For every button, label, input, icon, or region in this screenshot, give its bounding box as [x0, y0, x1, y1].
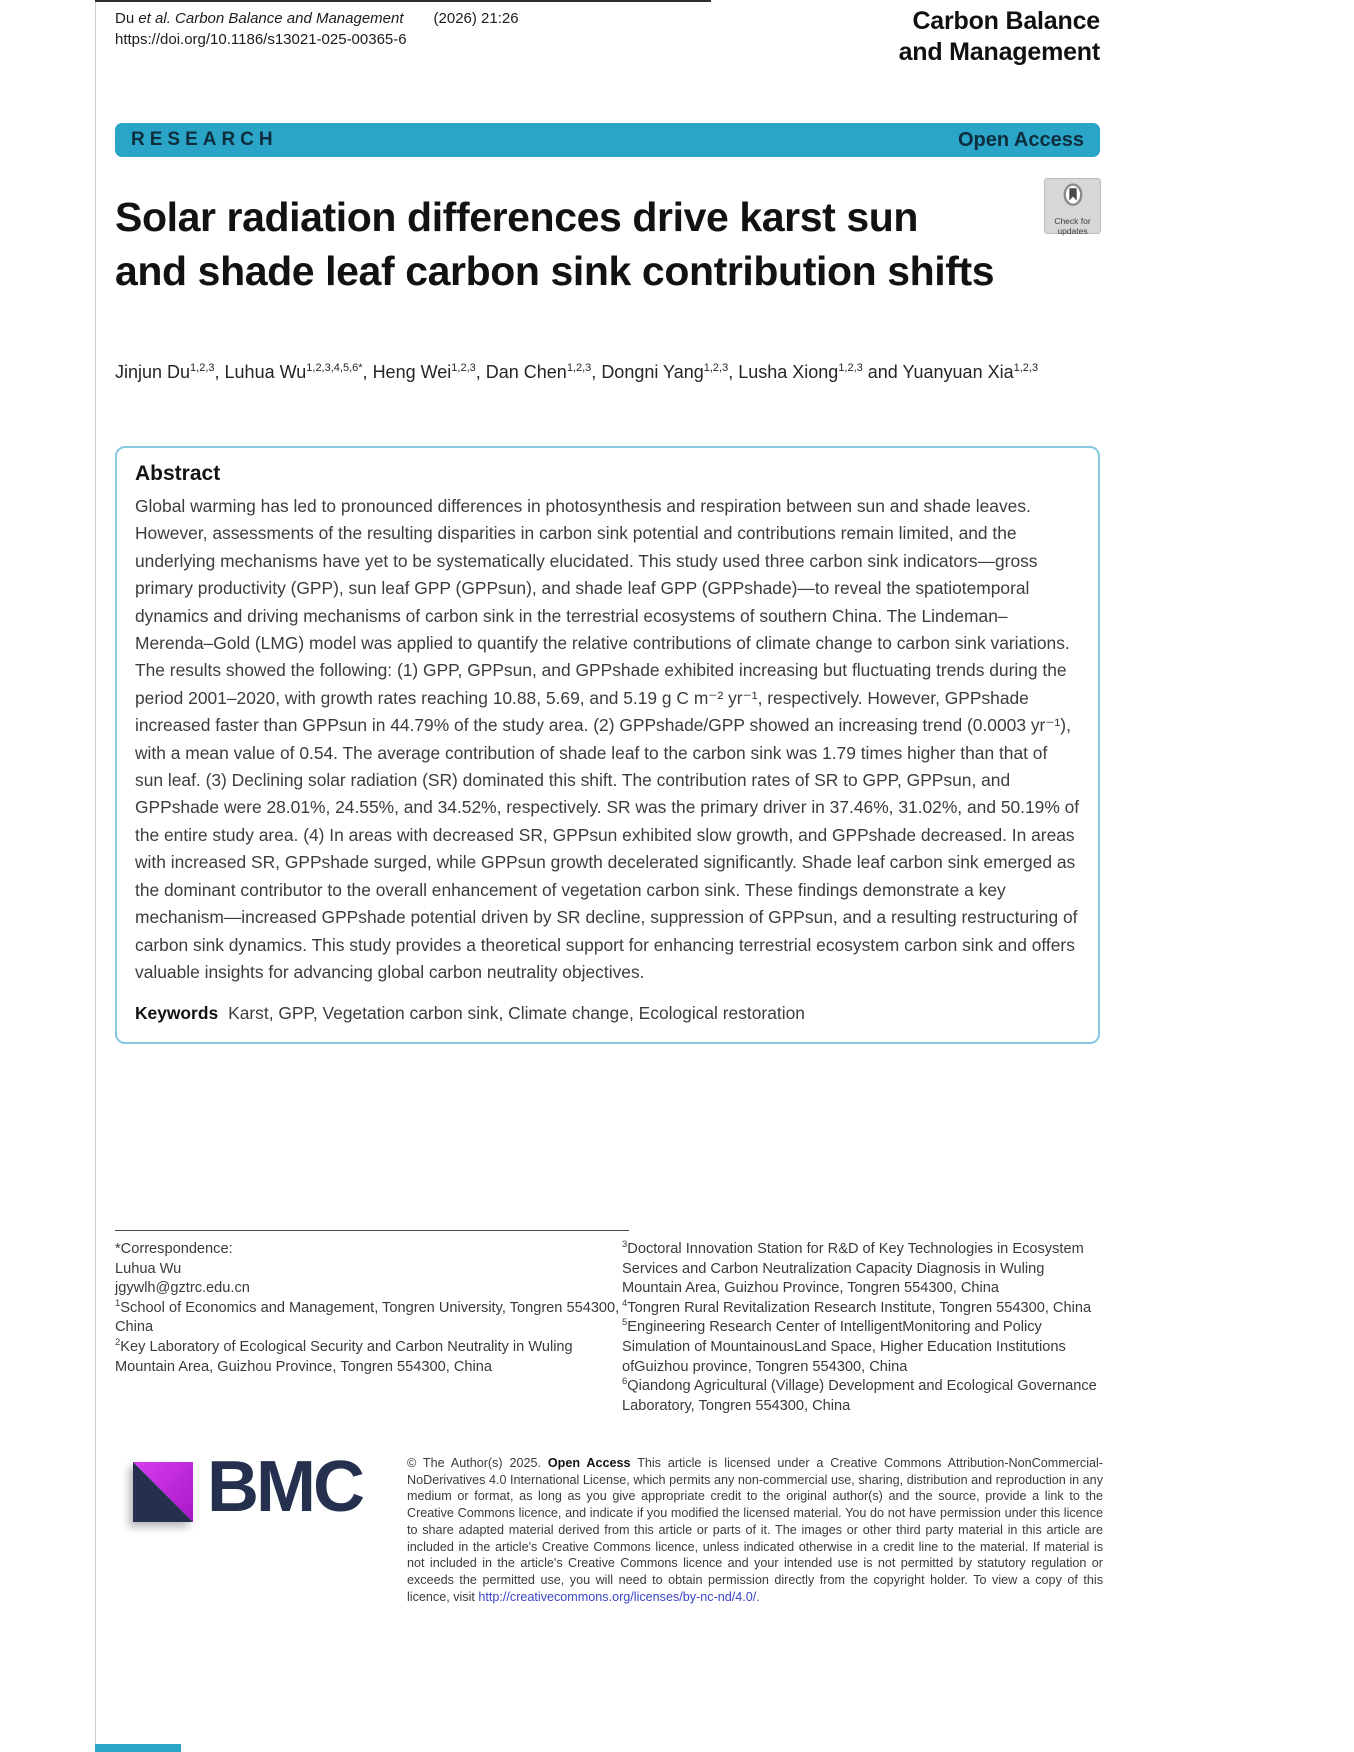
keywords-label: Keywords — [135, 1003, 219, 1024]
abstract-body: Global warming has led to pronounced differences in photosynthesis and respiration between sun and shade leaves. However, assessments of the resulting disparities in carbon sink potential and contributions remain limited, and the underlying mechanisms have yet to be systematically elucidated. This study used three carbon sink indicators—gross primary productivity (GPP), sun leaf GPP (GPPsun), and shade leaf GPP (GPPshade)—to reveal the spatiotemporal dynamics and driving mechanisms of carbon sink in the terrestrial ecosystems of southern China. The Lindeman–Merenda–Gold (LMG) model was applied to quantify the relative contributions of climate change to carbon sink variations. The results showed the following: (1) GPP, GPPsun, and GPPshade exhibited increasing but fluctuating trends during the period 2001–2020, with growth rates reaching 10.88, 5.69, and 5.19 g C m⁻² yr⁻¹, respectively. However, GPPshade increased faster than GPPsun in 44.79% of the study area. (2) GPPshade/GPP showed an increasing trend (0.0003 yr⁻¹), with a mean value of 0.54. The average contribution of shade leaf to the carbon sink was 1.79 times higher than that of sun leaf. (3) Declining solar radiation (SR) dominated this shift. The contribution rates of SR to GPP, GPPsun, and GPPshade were 28.01%, 24.55%, and 34.52%, respectively. SR was the primary driver in 37.46%, 31.02%, and 50.19% of the entire study area. (4) In areas with decreased SR, GPPsun exhibited slow growth, and GPPshade decreased. In areas with increased SR, GPPshade surged, while GPPsun growth decelerated significantly. Shade leaf carbon sink emerged as the dominant contributor to the overall enhancement of vegetation carbon sink. These findings demonstrate a key mechanism—increased GPPshade potential driven by SR decline, suppression of GPPsun, and a resulting restructuring of carbon sink dynamics. This study provides a theoretical support for enhancing terrestrial ecosystem carbon sink and offers valuable insights for advancing global carbon neutrality objectives. — [135, 496, 1080, 982]
author-list — [115, 360, 1100, 384]
journal-name: Carbon Balance and Management — [898, 7, 1100, 66]
footnote-item: *Correspondence: — [115, 1241, 233, 1257]
footnote-item: $^2$Key Laboratory of Ecological Security and Carbon Neutrality in Wuling Mountain Area, Guizhou Province, Tongren 554300, China — [115, 1337, 573, 1375]
header-citation-block — [115, 8, 519, 50]
footnote-item: $^5$Engineering Research Center of IntelligentMonitoring and Policy Simulation of MountainousLand Space, Higher Education Institutions ofGuizhou province, Tongren 554300, China — [622, 1317, 1066, 1375]
footnotes-left — [115, 1240, 620, 1377]
footnote-item: $^1$School of Economics and Management, Tongren University, Tongren 554300, China — [115, 1297, 620, 1336]
author: Lusha Xiong$^{1,2,3}$ and — [738, 362, 903, 382]
author: Yuanyuan Xia$^{1,2,3}$ — [902, 362, 1039, 382]
author: Luhua $Wu^{1,2,3,4,5,6*}$, — [224, 362, 373, 382]
footnotes-right — [622, 1240, 1104, 1416]
article-type-banner — [115, 123, 1100, 157]
footnote-item: $^4$Tongren Rural Revitalization Research Institute, Tongren 554300, China — [622, 1297, 1092, 1316]
article-type-label: RESEARCH — [131, 129, 278, 150]
footnote-item: $^6$Qiandong Agricultural (Village) Development and Ecological Governance Laboratory, Tongren 554300, China — [622, 1376, 1097, 1414]
license-text: © The Author(s) 2025. Open Access This article is licensed under a Creative Commons Attribution-NonCommercial-NoDerivatives 4.0 International License, which permits any non-commercial use, sharing, distribution and reproduction in any medium or format, as long as you give appropriate credit to the original author(s) and the source, provide a link to the Creative Commons licence, and indicate if you modified the licensed material. You do not have permission under this licence to share adapted material derived from this article or parts of it. The images or other third party material in this article are included in the article's Creative Commons licence, unless indicated otherwise in a credit line to the material. If material is not included in the article's Creative Commons licence and your intended use is not permitted by statutory regulation or exceeds the permitted use, you will need to obtain permission directly from the copyright holder. To view a copy of this licence, visit http://creativecommons.org/licenses/by-nc-nd/4.0/. — [407, 1456, 1103, 1604]
author: Heng Wei$^{1,2,3}$, — [372, 362, 486, 382]
citation-line: Du et al. Carbon Balance and Management (2026) 21:26 — [115, 10, 519, 27]
keywords-line — [135, 1000, 1080, 1026]
author: Jinjun Du$^{1,2,3}$, — [115, 362, 225, 382]
crossmark-icon — [1062, 183, 1084, 214]
footnote-item[interactable]: jgywlh@gztrc.edu.cn — [115, 1280, 250, 1297]
article-title: Solar radiation differences drive karst sun and shade leaf carbon sink contribution shifts — [115, 194, 995, 294]
page-left-border — [95, 0, 96, 1752]
author: Dongni Yang$^{1,2,3}$, — [601, 362, 739, 382]
next-page-banner-edge — [95, 1744, 181, 1752]
footnote-item: Luhua Wu — [115, 1260, 182, 1277]
license-open-access-label: Open Access — [547, 1456, 631, 1470]
abstract-heading: Abstract — [135, 462, 221, 485]
open-access-label: Open Access — [958, 128, 1084, 151]
check-for-updates-button[interactable] — [1044, 178, 1101, 234]
footnote-item: $^3$Doctoral Innovation Station for R&D of Key Technologies in Ecosystem Services and Carbon Neutralization Capacity Diagnosis in Wuling Mountain Area, Guizhou Province, Tongren 554300, China — [622, 1239, 1084, 1297]
license-link[interactable]: http://creativecommons.org/licenses/by-nc-nd/4.0/. — [478, 1589, 760, 1604]
author: Dan Chen$^{1,2,3}$, — [485, 362, 602, 382]
bmc-logo-wordmark: BMC — [207, 1447, 362, 1527]
bmc-logo-icon — [133, 1462, 193, 1522]
check-for-updates-label: Check for updates — [1054, 216, 1091, 236]
footnote-divider — [115, 1230, 629, 1231]
page-top-border — [95, 0, 711, 2]
doi-link[interactable]: https://doi.org/10.1186/s13021-025-00365-6 — [115, 31, 407, 48]
abstract-section — [115, 446, 1100, 1044]
keywords-text: Karst, GPP, Vegetation carbon sink, Climate change, Ecological restoration — [228, 1003, 805, 1024]
